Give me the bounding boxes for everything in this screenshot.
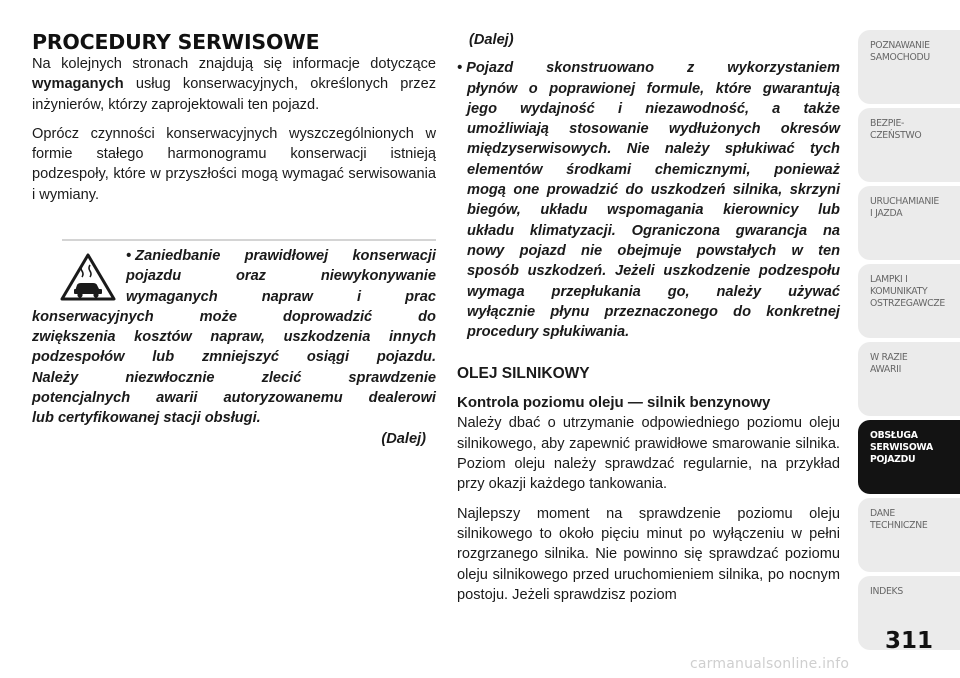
tab-label-line: SAMOCHODU [870, 52, 930, 63]
word: zmniejszyć [201, 349, 280, 366]
word: skrzyni [789, 182, 840, 199]
word: układu [540, 202, 588, 219]
watermark: carmanualsonline.info [690, 656, 850, 672]
word: potencjalnych [32, 390, 131, 407]
word: stosowanie [569, 121, 649, 138]
word: tych [809, 141, 840, 158]
warning-line [32, 307, 436, 327]
word: Nie [626, 141, 650, 158]
word: • Pojazd [457, 60, 514, 77]
tab-label-line: POZNAWANIE [870, 40, 930, 51]
word: w [791, 242, 803, 259]
subsection-title: Kontrola poziomu oleju — silnik benzynowy [457, 394, 771, 412]
bullet-line [457, 79, 840, 99]
word: uszkodzenia [283, 329, 371, 346]
tab-label-line: TECHNICZNE [870, 520, 928, 531]
tab-label-line: I JAZDA [870, 208, 903, 219]
word: osiągi [306, 349, 349, 366]
word: wspomagania [606, 202, 704, 219]
tab-label-line: OBSŁUGA [870, 430, 918, 441]
section-title: OLEJ SILNIKOWY [457, 365, 590, 383]
tab-label-line: INDEKS [870, 586, 903, 597]
word: należy [716, 283, 762, 300]
word: gwarancja [735, 222, 808, 239]
word: mogą [467, 182, 506, 199]
word: Ograniczona [631, 222, 720, 239]
tab-bezpieczenstwo[interactable] [858, 108, 960, 182]
tab-obsluga-serwisowa[interactable] [858, 420, 960, 494]
continued-label: (Dalej) [469, 32, 514, 48]
bullet-line [457, 241, 840, 261]
tab-poznawanie-samochodu[interactable] [858, 30, 960, 104]
warning-line: lub certyfikowanej stacji obsługi. [32, 410, 261, 427]
word: konkretnej [766, 303, 840, 320]
tab-w-razie-awarii[interactable] [858, 342, 960, 416]
tab-dane-techniczne[interactable] [858, 498, 960, 572]
word: uszkodzeń. [527, 263, 607, 280]
warning-line [32, 246, 436, 266]
word: klimatyzacji. [529, 222, 616, 239]
word: niezawodność, [645, 100, 749, 117]
bullet-line [457, 139, 840, 159]
word: one [513, 182, 540, 199]
word: konserwacji [352, 248, 436, 264]
word: go, [667, 283, 690, 300]
word: do [625, 182, 644, 199]
word: autoryzowanemu [223, 390, 343, 407]
bullet-line [457, 282, 840, 302]
word: niezwłocznie [125, 369, 215, 386]
word: napraw [261, 288, 313, 305]
warning-line [32, 347, 436, 367]
tab-label-line: W RAZIE [870, 352, 908, 363]
word: wydłużonych [668, 121, 761, 138]
word: płynów [467, 80, 518, 97]
word: dealerowi [368, 390, 436, 407]
word: powstałych [696, 242, 777, 259]
word: pojazdu. [376, 349, 436, 366]
word: kierownicy [723, 202, 799, 219]
tab-label-line: POJAZDU [870, 454, 916, 465]
word: wymaganych [126, 288, 218, 305]
word: o [528, 80, 538, 97]
word: silnika, [732, 182, 783, 199]
bullet-line [457, 99, 840, 119]
word: do [418, 308, 436, 325]
word: podzespołów [32, 349, 125, 366]
word: chemicznymi, [654, 161, 751, 178]
word: formule, [646, 80, 705, 97]
tab-label-line: SERWISOWA [870, 442, 933, 453]
word: Jeżeli [614, 263, 655, 280]
word: pojazdu [126, 268, 182, 285]
word: podzespołu [758, 263, 840, 280]
word: biegów, [467, 202, 521, 219]
page-number: 311 [884, 628, 933, 654]
maintenance-paragraph: Oprócz czynności konserwacyjnych wyszczególnionych w formie stałego harmonogramu konserwacji istnieją podzespoły, które w przyszłości mogą wymagać serwisowania i wymiany. [32, 125, 436, 203]
warning-line [32, 287, 436, 307]
fluids-warning-text [457, 58, 840, 342]
word: prac [405, 288, 436, 305]
word: nie [581, 242, 603, 259]
warning-divider [62, 239, 436, 241]
word: które [715, 80, 752, 97]
word: doprowadzić [282, 308, 373, 325]
bullet-line: procedury spłukiwania. [467, 324, 630, 341]
word: kosztów [134, 329, 192, 346]
word: lub [818, 202, 840, 219]
word: jego [467, 100, 497, 117]
tab-label-line: BEZPIE- [870, 118, 905, 129]
word: innych [388, 329, 436, 346]
bullet-line [457, 221, 840, 241]
word: niewykonywanie [320, 268, 436, 285]
warning-line [32, 388, 436, 408]
word: do [733, 303, 751, 320]
tab-label-line: OSTRZEGAWCZE [870, 298, 945, 309]
word: przeznaczonego [604, 303, 718, 320]
word: wymaga [467, 283, 525, 300]
word: uszkodzeń [650, 182, 726, 199]
word: poprawionej [549, 80, 636, 97]
word: Należy [32, 369, 79, 386]
right-column [457, 30, 840, 605]
left-column [32, 30, 436, 205]
word: a [772, 100, 781, 117]
warning-text [32, 246, 436, 429]
bullet-line [457, 119, 840, 139]
word: na [822, 222, 840, 239]
bullet-line [457, 302, 840, 322]
tab-label-line: CZEŃSTWO [870, 130, 922, 141]
page-title: PROCEDURY SERWISOWE [32, 30, 320, 54]
warning-line [32, 368, 436, 388]
word: umożliwiają [467, 121, 549, 138]
word: gwarantują [762, 80, 840, 97]
tab-label-line: AWARII [870, 364, 902, 375]
bullet-line [457, 180, 840, 200]
word: układu [467, 222, 515, 239]
tab-label-line: URUCHAMIANIE [870, 196, 940, 207]
word: i [356, 288, 362, 305]
word: międzyserwisowych. [467, 141, 612, 158]
word: z [686, 60, 695, 77]
word: nowy [467, 242, 505, 259]
word: ten [818, 242, 840, 259]
word: płynu [550, 303, 590, 320]
word: okresów [780, 121, 840, 138]
tab-lampki-i-komunikaty[interactable] [858, 264, 960, 338]
word: oraz [235, 268, 266, 285]
word: prawidłowej [244, 248, 329, 264]
word: zwiększenia [32, 329, 116, 346]
word: • Zaniedbanie [126, 248, 221, 264]
word: wyłącznie [467, 303, 536, 320]
word: lub [152, 349, 175, 366]
word: wydajność [520, 100, 595, 117]
oil-paragraph-2: Najlepszy moment na sprawdzenie poziomu oleju silnikowego to około pięciu minut po wyłączeniu w pełni rozgrzanego silnika. Nie powinno się sprawdzać poziomu oleju silnikowego przed uruchomieniem silnika, po nocnym postoju. Jeżeli sprawdzisz poziom [457, 505, 840, 603]
warning-line [32, 327, 436, 347]
word: pojazd [519, 242, 566, 259]
word: napraw, [210, 329, 265, 346]
word: skonstruowano [546, 60, 655, 77]
word: awarii [156, 390, 198, 407]
word: sprawdzenie [348, 369, 436, 386]
warning-line [32, 266, 436, 286]
word: wykorzystaniem [727, 60, 840, 77]
word: może [199, 308, 237, 325]
bullet-line [457, 160, 840, 180]
word: prowadzić [546, 182, 619, 199]
tab-label-line: LAMPKI I [870, 274, 908, 285]
word: zlecić [261, 369, 302, 386]
tab-uruchamianie-i-jazda[interactable] [858, 186, 960, 260]
bullet-line [457, 58, 840, 78]
word: obejmuje [617, 242, 682, 259]
word: także [803, 100, 840, 117]
word: uszkodzenie [663, 263, 751, 280]
oil-paragraph-1: Należy dbać o utrzymanie odpowiedniego poziomu oleju silnikowego, aby zapewnić prawidłowe smarowanie silnika. Poziom oleju należy sprawdzać regularnie, na przykład przy okazji każdego tankowania. [457, 415, 840, 493]
tab-label-line: KOMUNIKATY [870, 286, 928, 297]
word: elementów [467, 161, 543, 178]
word: ponieważ [774, 161, 840, 178]
word: używać [788, 283, 840, 300]
word: sposób [467, 263, 519, 280]
word: i [617, 100, 623, 117]
word: przepłukania [551, 283, 641, 300]
bullet-line [457, 200, 840, 220]
word: środkami [566, 161, 632, 178]
tab-label-line: DANE [870, 508, 895, 519]
intro-paragraph: Na kolejnych stronach znajdują się informacje dotyczące wymaganych usług konserwacyjnych, określonych przez inżynierów, którzy zaprojektowali ten pojazd. [32, 56, 436, 113]
word: konserwacyjnych [32, 308, 154, 325]
word: należy [664, 141, 710, 158]
word: spłukiwać [724, 141, 795, 158]
continued-label: (Dalej) [381, 431, 426, 447]
bullet-line [457, 261, 840, 281]
